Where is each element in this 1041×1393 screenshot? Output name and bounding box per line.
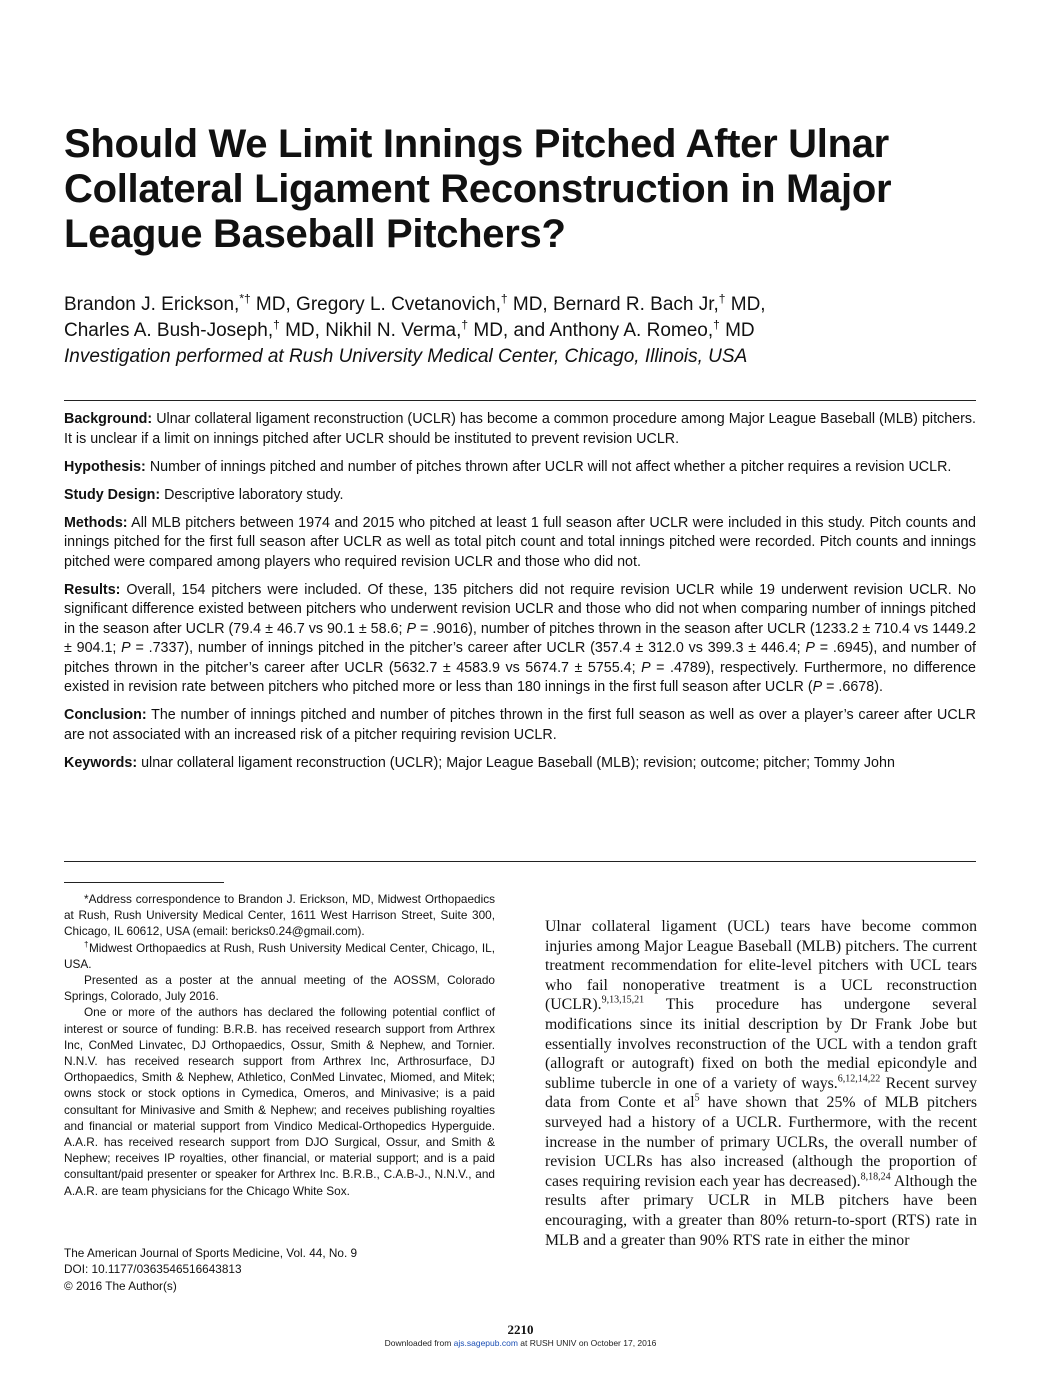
section-text: All MLB pitchers between 1974 and 2015 who pitched at least 1 full season after UCLR were included in this study. Pitch counts and innings pitched for the first full season after UCLR as well as total pitch count and total innings pitched were recorded. Pitch counts and innings pitched were compared among players who required revision UCLR and those who did not. <box>64 514 977 570</box>
author-mark: † <box>461 317 469 332</box>
section-text: Descriptive laboratory study. <box>164 486 344 503</box>
author-degree: MD <box>719 320 755 341</box>
author-mark: † <box>713 317 720 332</box>
section-text: = .4789), respectively. Furthermore, no difference existed in revision rate between pitchers who pitched more or less than 180 innings in the first full season after UCLR ( <box>64 659 976 695</box>
abstract-background <box>64 410 976 449</box>
section-text: = .6678). <box>822 679 883 695</box>
author-degree: MD, <box>250 294 297 315</box>
author-name: Gregory L. Cvetanovich, <box>296 294 501 315</box>
body-text: have shown that 25% of MLB pitchers surveyed had a history of a UCLR. Furthermore, with the recent increase in the number of primary UCLRs, the overall number of revision UCLRs has also increased (although the proportion of cases requiring revision each year has decreased). <box>545 1094 977 1190</box>
body-text-column <box>545 917 977 1250</box>
section-text: = .6945), and number of pitches thrown in the pitcher’s career after UCLR (5632.7 ± 4583.9 vs 5674.7 ± 5755.4; <box>64 640 976 676</box>
p-symbol: P <box>406 620 417 637</box>
affiliation-mark: † <box>84 939 89 949</box>
section-label: Study Design: <box>64 486 161 503</box>
abstract-conclusion <box>64 706 976 745</box>
citation-ref: 5 <box>694 1093 700 1105</box>
section-text: Ulnar collateral ligament reconstruction (UCLR) has become a common procedure among Major League Baseball (MLB) pitchers. It is unclear if a limit on innings pitched after UCLR should be instituted to prevent revision UCLR. <box>64 411 976 447</box>
section-text: Overall, 154 pitchers were included. Of these, 135 pitchers did not require revision UCLR while 19 underwent revision UCLR. No significant difference existed between pitchers who underwent revision UCLR and those who did not when comparing number of innings pitched in the season after UCLR (79.4 ± 46.7 vs 90.1 ± 58.6; <box>64 581 976 637</box>
author-degree: MD, <box>725 294 766 315</box>
abstract-results <box>64 581 976 698</box>
author-degree: MD, <box>279 320 326 341</box>
abstract-hypothesis <box>64 458 976 478</box>
download-notice <box>0 1338 1041 1348</box>
section-text: Number of innings pitched and number of pitches thrown after UCLR will not affect whether a pitcher requires a revision UCLR. <box>149 458 952 475</box>
abstract-study-design <box>64 486 976 506</box>
abstract-bottom-rule <box>64 861 976 862</box>
footnote-poster: Presented as a poster at the annual meeting of the AOSSM, Colorado Springs, Colorado, July 2016. <box>64 973 495 1004</box>
citation-ref: 6,12,14,22 <box>837 1073 881 1085</box>
abstract-methods <box>64 514 976 573</box>
download-suffix: at RUSH UNIV on October 17, 2016 <box>517 1338 657 1348</box>
journal-link[interactable]: ajs.sagepub.com <box>453 1338 518 1348</box>
p-symbol: P <box>121 640 131 656</box>
footnotes <box>64 891 495 1199</box>
section-label: Hypothesis: <box>64 458 146 475</box>
author-degree: MD, <box>507 294 553 315</box>
body-paragraph <box>545 917 977 1250</box>
p-symbol: P <box>641 659 651 676</box>
author-mark: *† <box>239 291 251 306</box>
author-mark: † <box>500 291 508 306</box>
download-prefix: Downloaded from <box>384 1338 454 1348</box>
section-text: ulnar collateral ligament reconstruction (UCLR); Major League Baseball (MLB); revision; outcome; pitcher; Tommy John <box>141 754 895 771</box>
section-text: = .9016), number of pitches thrown in the season after UCLR (1233.2 ± 710.4 vs 1449.2 ± 904.1; <box>64 620 976 656</box>
journal-doi: DOI: 10.1177/0363546516643813 <box>64 1262 242 1277</box>
author-mark: † <box>273 317 280 332</box>
section-label: Keywords: <box>64 754 138 771</box>
author-degree: MD, and <box>468 320 550 341</box>
author-name: Charles A. Bush-Joseph, <box>64 320 274 341</box>
author-name: Anthony A. Romeo, <box>549 320 714 341</box>
author-mark: † <box>718 291 726 306</box>
p-symbol: P <box>812 679 823 695</box>
section-text: = .7337), number of innings pitched in the pitcher’s career after UCLR (357.4 ± 312.0 vs 399.3 ± 446.4; <box>130 640 806 656</box>
citation-ref: 9,13,15,21 <box>601 995 645 1007</box>
footnote-conflicts: One or more of the authors has declared the following potential conflict of interest or source of funding: B.R.B. has received research support from Arthrex Inc, ConMed Linvatec, DJ Orthopaedics, Ossur, Smith & Nephew, and Tornier. N.N.V. has received research support from Arthrex Inc, Arthrosurface, DJ Orthopaedics, Smith & Nephew, Athletico, ConMed Linvatec, Miomed, and Mitek; owns stock or stock options in Cymedica, Omeros, and Minivasive; is a paid consultant for Minivasive and Smith & Nephew; and receives publishing royalties and financial or material support from Vindico Medical-Orthopedics Hyperguide. A.A.R. has received research support from DJO Surgical, Ossur, and Smith & Nephew; receives IP royalties, other financial, or material support; and is a paid consultant/paid presenter or speaker for Arthrex Inc. B.R.B., C.A.B-J., N.N.V., and A.A.R. are team physicians for the Chicago White Sox. <box>64 1005 495 1198</box>
citation-ref: 8,18,24 <box>860 1171 891 1183</box>
journal-info <box>64 1245 495 1294</box>
body-text: Recent survey data from Conte et al <box>545 1074 977 1112</box>
footnote-text: Midwest Orthopaedics at Rush, Rush University Medical Center, Chicago, IL, USA. <box>64 940 495 971</box>
author-name: Brandon J. Erickson, <box>64 294 240 315</box>
section-label: Conclusion: <box>64 707 147 723</box>
footnote-affiliation <box>64 940 495 972</box>
body-text: Ulnar collateral ligament (UCL) tears have become common injuries among Major League Baseball (MLB) pitchers. The current treatment recommendation for elite-level pitchers with UCL tears who fail nonoperative treatment is a UCL reconstruction (UCLR). <box>545 918 977 1014</box>
author-list <box>64 292 994 344</box>
footnote-correspondence: *Address correspondence to Brandon J. Erickson, MD, Midwest Orthopaedics at Rush, Rush University Medical Center, 1611 West Harrison Street, Suite 300, Chicago, IL 60612, USA (email: bericks0.24@gmail.com). <box>64 892 495 939</box>
footnote-rule <box>64 882 224 883</box>
journal-copyright: © 2016 The Author(s) <box>64 1278 177 1293</box>
author-name: Bernard R. Bach Jr, <box>553 294 719 315</box>
body-text: Although the results after primary UCLR in MLB pitchers have been encouraging, with a greater than 80% return-to-sport (RTS) rate in MLB and a greater than 90% RTS rate in either the minor <box>545 1172 977 1249</box>
author-name: Nikhil N. Verma, <box>325 320 462 341</box>
p-symbol: P <box>805 640 815 656</box>
abstract-keywords <box>64 754 976 774</box>
abstract-top-rule <box>64 400 976 401</box>
journal-citation: The American Journal of Sports Medicine, Vol. 44, No. 9 <box>64 1246 358 1260</box>
institution-line: Investigation performed at Rush University Medical Center, Chicago, Illinois, USA <box>64 346 748 367</box>
article-title: Should We Limit Innings Pitched After Ulnar Collateral Ligament Reconstruction in Major League Baseball Pitchers? <box>64 122 892 256</box>
abstract <box>64 410 976 782</box>
section-text: The number of innings pitched and number of pitches thrown in the first full season as well as over a player’s career after UCLR are not associated with an increased risk of a pitcher requiring revision UCLR. <box>64 707 976 743</box>
section-label: Methods: <box>64 514 128 531</box>
body-text: This procedure has undergone several modifications since its initial description by Dr Frank Jobe but essentially involves reconstruction of the UCL with a tendon graft (allograft or autograft) fixed on both the medial epicondyle and sublime tubercle in one of a variety of ways. <box>545 996 977 1092</box>
section-label: Background: <box>64 411 153 427</box>
section-label: Results: <box>64 581 121 598</box>
page-number: 2210 <box>507 1322 534 1337</box>
